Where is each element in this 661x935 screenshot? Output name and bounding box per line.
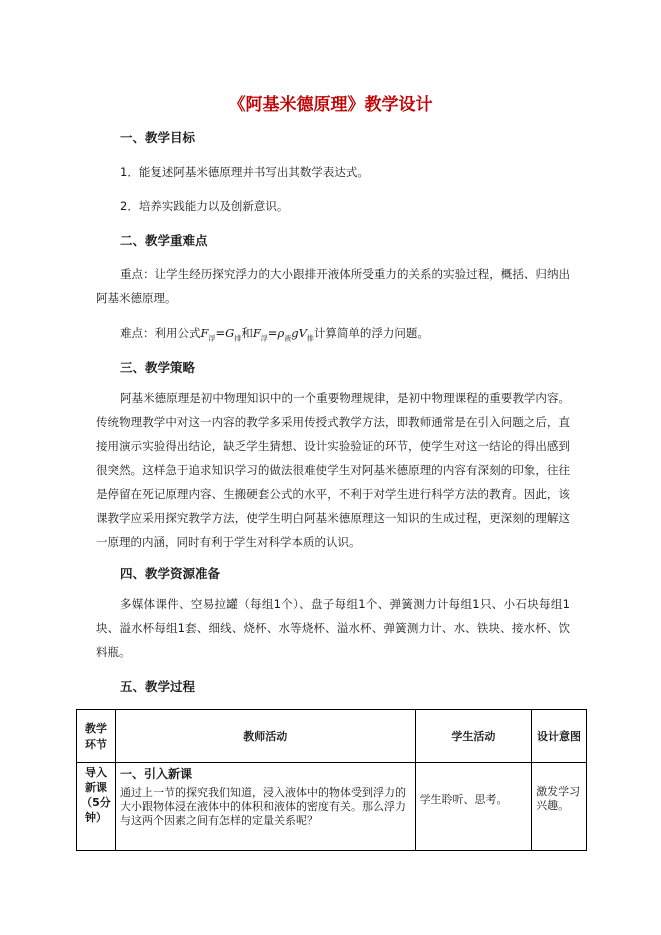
goal-item: 1．能复述阿基米德原理并书写出其数学表达式。 [120,165,369,179]
heading-key-points: 二、教学重难点 [120,233,208,248]
formula-subscript: 排 [306,334,314,343]
document-title: 《阿基米德原理》教学设计 [228,95,433,115]
formula-subscript: 液 [284,334,292,343]
table-header-row [77,710,587,763]
formula-symbol: G [225,326,235,340]
key-point-focus: 重点：让学生经历探究浮力的大小跟排开液体所受重力的关系的实验过程，概括、归纳出阿基米德原理。 [96,267,570,305]
table-header: 教师活动 [115,710,415,763]
formula-symbol: ρ [277,326,285,340]
formula-symbol: V [298,326,307,340]
table-header: 设计意图 [532,710,587,763]
formula-symbol: = [215,326,226,340]
heading-goals: 一、教学目标 [120,130,196,145]
strategy-paragraph: 阿基米德原理是初中物理知识中的一个重要物理规律，是初中物理课程的重要教学内容。传统物理教学中对这一内容的教学多采用传授式教学方法，即教师通常是在引入问题之后，直接用演示实验得出结论，缺乏学生猜想、设计实验验证的环节，使学生对这一结论的得出感到很突然。这样急于追求知识学习的做法很难使学生对阿基米德原理的内容有深刻的印象，往往是停留在死记原理内容、生搬硬套公式的水平，不利于对学生进行科学方法的教育。因此，该课教学应采用探究教学方法，使学生明白阿基米德原理这一知识的生成过程，更深刻的理解这一原理的内涵，同时有利于学生对科学本质的认识。 [96,391,570,549]
formula-subscript: 浮 [260,334,268,343]
table-header: 学生活动 [415,710,532,763]
formula-symbol: F [252,326,261,340]
stage-cell: 导入新课（5分钟） [77,763,116,851]
design-intent-cell: 激发学习兴趣。 [532,763,587,851]
formula-connector: 和 [241,326,253,340]
goal-item: 2．培养实践能力以及创新意识。 [120,199,289,213]
table-header: 教学环节 [77,710,116,763]
formula-symbol: F [200,326,209,340]
formula-symbol: g [291,326,299,340]
teacher-activity-text: 通过上一节的探究我们知道，浸入液体中的物体受到浮力的大小跟物体浸在液体中的体积和液体的密度有关。那么浮力与这两个因素之间有怎样的定量关系呢？ [119,786,406,827]
student-activity-cell: 学生聆听、思考。 [415,763,532,851]
difficulty-prefix: 难点：利用公式 [120,326,201,340]
teacher-activity-heading: 一、引入新课 [119,767,192,781]
teacher-activity-cell [115,763,415,851]
key-point-difficulty [120,322,429,350]
resources-paragraph: 多媒体课件、空易拉罐（每组1个）、盘子每组1个、弹簧测力计每组1只、小石块每组1块、溢水杯每组1套、细线、烧杯、水等烧杯、溢水杯、弹簧测力计、水、铁块、接水杯、饮料瓶。 [96,597,570,659]
table-row [77,763,587,851]
formula-symbol: = [267,326,278,340]
difficulty-suffix: 计算简单的浮力问题。 [313,326,429,340]
heading-process: 五、教学过程 [120,679,196,694]
heading-resources: 四、教学资源准备 [120,566,221,581]
heading-strategy: 三、教学策略 [120,360,196,375]
process-table [76,709,587,851]
formula-subscript: 排 [234,334,242,343]
formula-subscript: 浮 [208,334,216,343]
